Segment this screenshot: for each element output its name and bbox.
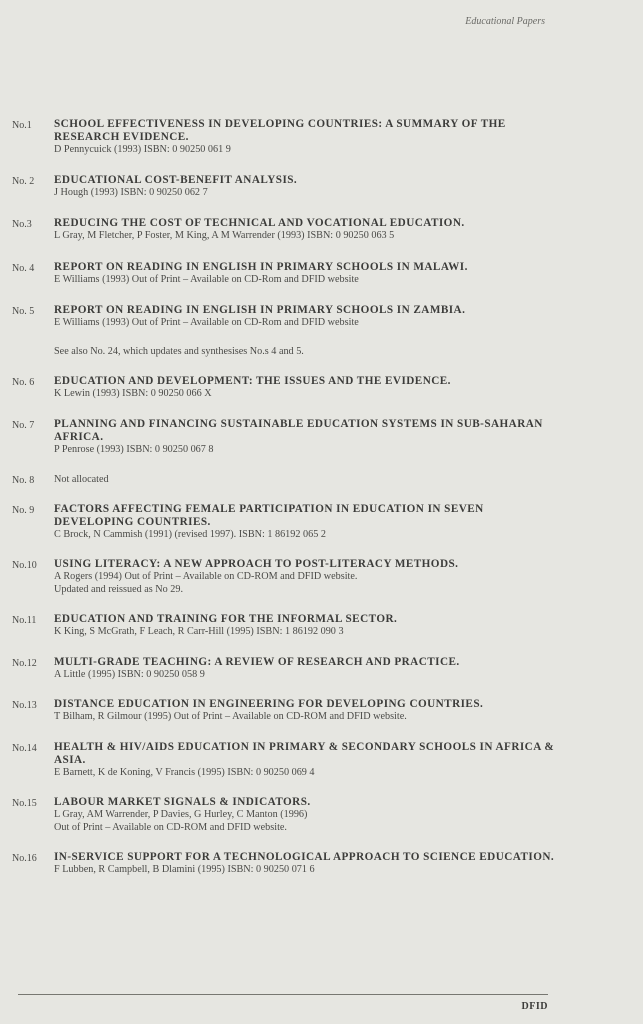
list-item bbox=[0, 851, 643, 877]
list-item bbox=[0, 796, 643, 834]
entry-citation: E Williams (1993) Out of Print – Available on CD-Rom and DFID website bbox=[54, 273, 359, 285]
entry-citation: J Hough (1993) ISBN: 0 90250 062 7 bbox=[54, 186, 208, 198]
entry-title: HEALTH & HIV/AIDS EDUCATION IN PRIMARY & SECONDARY SCHOOLS IN AFRICA & ASIA. bbox=[54, 740, 555, 766]
entry-citation: F Lubben, R Campbell, B Dlamini (1995) ISBN: 0 90250 071 6 bbox=[54, 864, 315, 875]
list-item bbox=[0, 217, 643, 243]
list-item bbox=[0, 473, 643, 487]
entry-number: No.10 bbox=[12, 560, 37, 571]
entry-number: No.13 bbox=[12, 700, 37, 711]
entry-citation: Updated and reissued as No 29. bbox=[54, 583, 184, 595]
list-item bbox=[0, 375, 643, 401]
list-item bbox=[0, 304, 643, 330]
entry-citation: E Barnett, K de Koning, V Francis (1995) ISBN: 0 90250 069 4 bbox=[54, 766, 315, 778]
entry-number: No.1 bbox=[12, 120, 32, 131]
entry-number: No. 2 bbox=[12, 175, 35, 187]
entry-number: No.16 bbox=[12, 853, 37, 864]
list-item bbox=[0, 174, 643, 200]
list-item bbox=[0, 558, 643, 596]
entry-title: DISTANCE EDUCATION IN ENGINEERING FOR DEVELOPING COUNTRIES. bbox=[54, 698, 484, 710]
entry-title: EDUCATIONAL COST-BENEFIT ANALYSIS. bbox=[54, 173, 298, 186]
entry-title: EDUCATION AND TRAINING FOR THE INFORMAL SECTOR. bbox=[54, 613, 398, 625]
footer-publisher: DFID bbox=[521, 1001, 548, 1012]
entry-citation: A Little (1995) ISBN: 0 90250 058 9 bbox=[54, 668, 205, 680]
entry-title: IN-SERVICE SUPPORT FOR A TECHNOLOGICAL APPROACH TO SCIENCE EDUCATION. bbox=[54, 851, 555, 863]
list-item bbox=[0, 698, 643, 724]
entry-number: No. 7 bbox=[12, 419, 35, 431]
entry-title: USING LITERACY: A NEW APPROACH TO POST-LITERACY METHODS. bbox=[54, 558, 459, 570]
entry-number: No. 4 bbox=[12, 262, 35, 274]
entry-citation: K Lewin (1993) ISBN: 0 90250 066 X bbox=[54, 388, 212, 399]
entry-citation: L Gray, AM Warrender, P Davies, G Hurley, C Manton (1996) bbox=[54, 809, 308, 820]
entry-title: EDUCATION AND DEVELOPMENT: THE ISSUES AND THE EVIDENCE. bbox=[54, 375, 451, 387]
entry-citation: A Rogers (1994) Out of Print – Available on CD-ROM and DFID website. bbox=[54, 571, 358, 582]
entry-citation: K King, S McGrath, F Leach, R Carr-Hill (1995) ISBN: 1 86192 090 3 bbox=[54, 626, 344, 637]
list-item bbox=[0, 741, 643, 780]
entry-number: No.11 bbox=[12, 615, 37, 626]
entry-citation: C Brock, N Cammish (1991) (revised 1997). ISBN: 1 86192 065 2 bbox=[54, 528, 326, 540]
list-item bbox=[0, 656, 643, 682]
entry-number: No. 8 bbox=[12, 475, 35, 486]
entry-number: No.12 bbox=[12, 657, 37, 669]
entry-title: LABOUR MARKET SIGNALS & INDICATORS. bbox=[54, 796, 311, 808]
list-item bbox=[0, 503, 643, 542]
entry-title: REPORT ON READING IN ENGLISH IN PRIMARY SCHOOLS IN ZAMBIA. bbox=[54, 304, 466, 316]
entry-citation: T Bilham, R Gilmour (1995) Out of Print – Available on CD-ROM and DFID website. bbox=[54, 711, 407, 722]
see-also-note: See also No. 24, which updates and synthesises No.s 4 and 5. bbox=[54, 345, 304, 357]
entry-number: No.15 bbox=[12, 798, 37, 809]
entry-number: No.3 bbox=[12, 219, 32, 230]
footer-divider bbox=[18, 994, 548, 995]
entry-number: No.14 bbox=[12, 742, 37, 754]
entry-citation: D Pennycuick (1993) ISBN: 0 90250 061 9 bbox=[54, 144, 231, 155]
entry-number: No. 9 bbox=[12, 504, 35, 516]
running-header: Educational Papers bbox=[465, 16, 545, 27]
list-item bbox=[0, 418, 643, 457]
entry-title: PLANNING AND FINANCING SUSTAINABLE EDUCATION SYSTEMS IN SUB-SAHARAN AFRICA. bbox=[54, 417, 543, 443]
entry-title: FACTORS AFFECTING FEMALE PARTICIPATION IN EDUCATION IN SEVEN DEVELOPING COUNTRIES. bbox=[54, 502, 484, 528]
entry-citation: E Williams (1993) Out of Print – Available on CD-Rom and DFID website bbox=[54, 317, 359, 328]
entry-citation: Out of Print – Available on CD-ROM and DFID website. bbox=[54, 821, 287, 833]
entry-citation: P Penrose (1993) ISBN: 0 90250 067 8 bbox=[54, 443, 214, 455]
publication-list bbox=[0, 118, 643, 877]
entry-number: No. 5 bbox=[12, 306, 35, 317]
entry-title: MULTI-GRADE TEACHING: A REVIEW OF RESEARCH AND PRACTICE. bbox=[54, 655, 460, 668]
entry-title: REPORT ON READING IN ENGLISH IN PRIMARY SCHOOLS IN MALAWI. bbox=[54, 260, 468, 273]
entry-title: REDUCING THE COST OF TECHNICAL AND VOCATIONAL EDUCATION. bbox=[54, 217, 465, 229]
list-item bbox=[0, 118, 643, 157]
entry-title: SCHOOL EFFECTIVENESS IN DEVELOPING COUNTRIES: A SUMMARY OF THE RESEARCH EVIDENCE. bbox=[54, 118, 506, 143]
entry-number: No. 6 bbox=[12, 377, 35, 388]
list-item bbox=[0, 261, 643, 287]
entry-citation: L Gray, M Fletcher, P Foster, M King, A M Warrender (1993) ISBN: 0 90250 063 5 bbox=[54, 230, 395, 241]
entry-note: Not allocated bbox=[54, 474, 109, 485]
list-item bbox=[0, 613, 643, 639]
